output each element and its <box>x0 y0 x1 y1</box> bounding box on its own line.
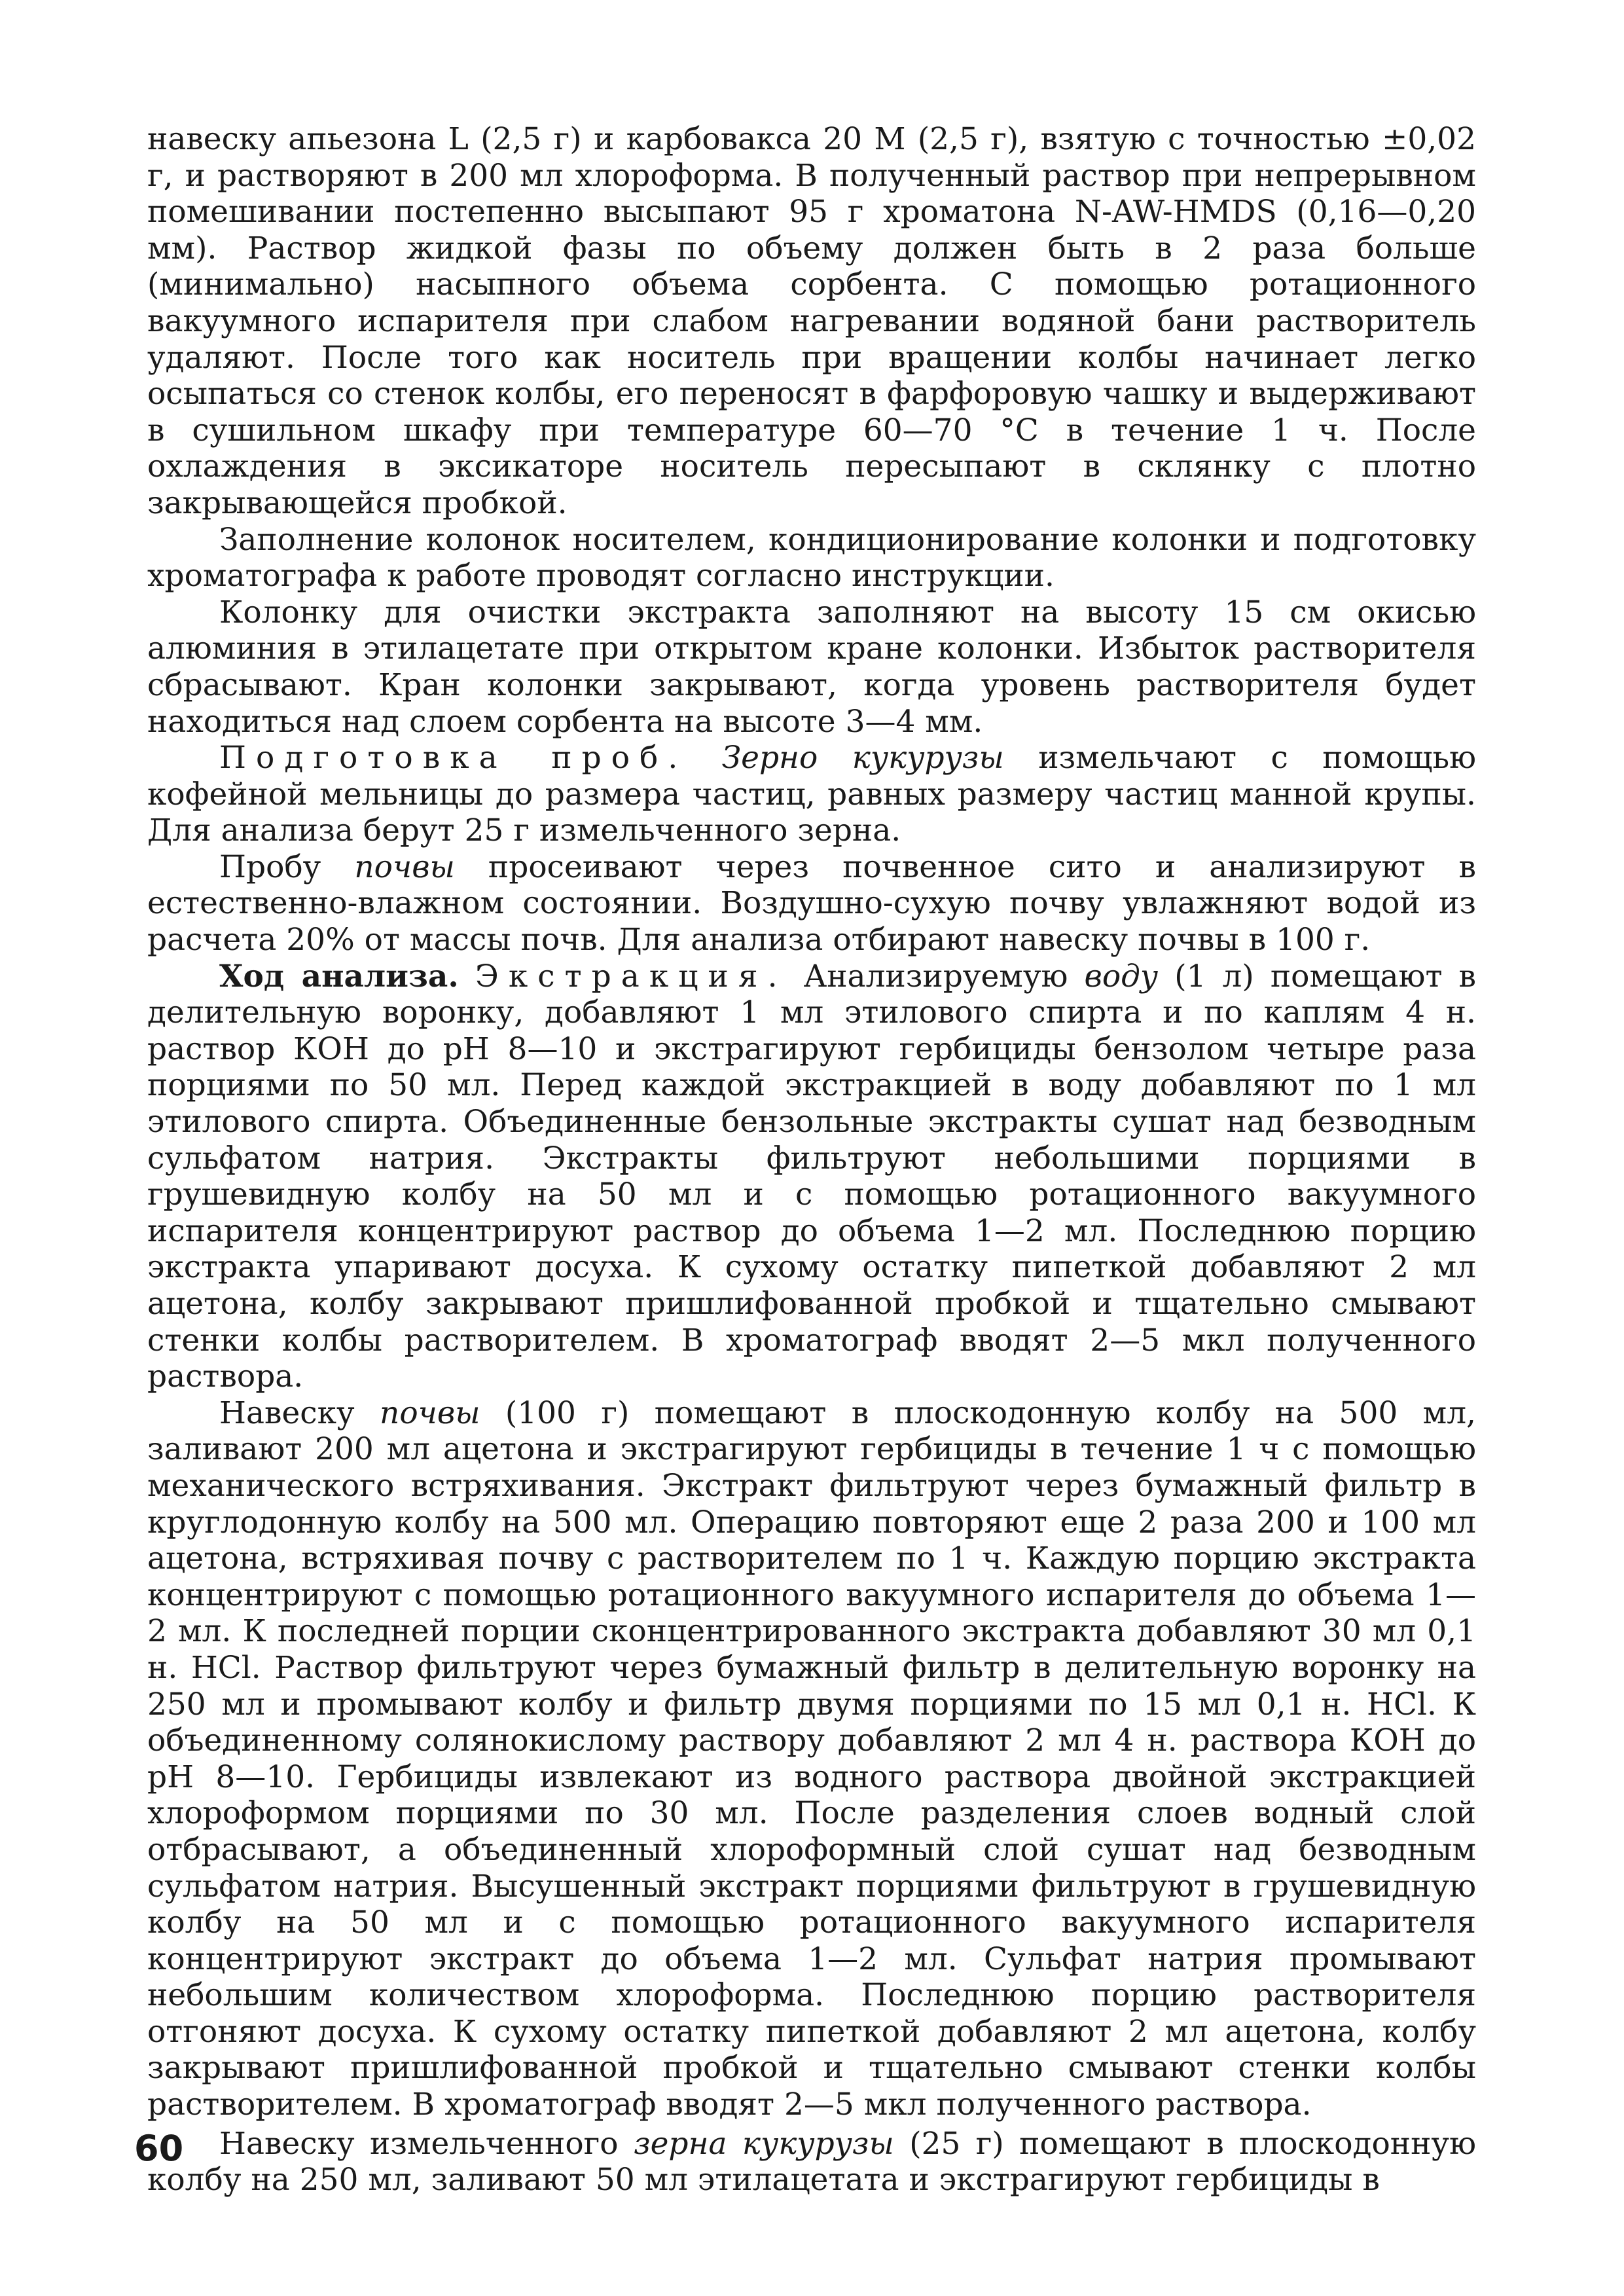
paragraph-lead: Навеску измельченного <box>219 2125 634 2162</box>
paragraph-lead: Пробу <box>219 848 355 885</box>
body-text <box>147 121 1476 2198</box>
sample-subject-corn: зерна кукурузы <box>633 2125 894 2162</box>
paragraph-analysis-corn <box>147 2126 1476 2198</box>
page-number: 60 <box>134 2128 184 2169</box>
paragraph-text: измельчают с помощью кофейной мельницы до размера частиц, равных размеру частиц манной крупы. Для анализа берут 25 г измельченного зерна. <box>147 740 1476 849</box>
section-heading-sample-preparation: Подготовка проб. <box>219 740 688 776</box>
section-heading-analysis: Ход анализа. <box>219 958 459 994</box>
sample-subject-corn: Зерно кукурузы <box>721 740 1004 776</box>
paragraph-lead: Навеску <box>219 1394 380 1431</box>
paragraph-text: (25 г) помещают в плоскодонную колбу на 250 мл, заливают 50 мл этилацетата и экстрагируют гербициды в <box>147 2125 1476 2198</box>
sample-subject-soil: почвы <box>380 1394 480 1431</box>
paragraph-sample-preparation <box>147 740 1476 849</box>
paragraph-cleanup-column: Колонку для очистки экстракта заполняют на высоту 15 см окисью алюминия в этилацетате при открытом кране колонки. Избыток растворителя сбрасывают. Кран колонки закрывают, когда уровень растворителя будет находиться над слоем сорбента на высоте 3—4 мм. <box>147 594 1476 740</box>
paragraph-soil-sample <box>147 849 1476 958</box>
paragraph-sorbent-preparation: навеску апьезона L (2,5 г) и карбовакса 20 М (2,5 г), взятую с точностью ±0,02 г, и растворяют в 200 мл хлороформа. В полученный раствор при непрерывном помешивании постепенно высыпают 95 г хроматона N-AW-HMDS (0,16—0,20 мм). Раствор жидкой фазы по объему должен быть в 2 раза больше (минимально) насыпного объема сорбента. С помощью ротационного вакуумного испарителя при слабом нагревании водяной бани растворитель удаляют. После того как носитель при вращении колбы начинает легко осыпаться со стенок колбы, его переносят в фарфоровую чашку и выдерживают в сушильном шкафу при температуре 60—70 °С в течение 1 ч. После охлаждения в эксикаторе носитель пересыпают в склянку с плотно закрывающейся пробкой. <box>147 121 1476 521</box>
paragraph-text: просеивают через почвенное сито и анализируют в естественно-влажном состоянии. Воздушно-сухую почву увлажняют водой из расчета 20% от массы почв. Для анализа отбирают навеску почвы в 100 г. <box>147 848 1476 958</box>
paragraph-lead: Анализируемую <box>787 958 1085 994</box>
paragraph-analysis-water <box>147 958 1476 1395</box>
paragraph-column-filling: Заполнение колонок носителем, кондиционирование колонки и подготовку хроматографа к работе проводят согласно инструкции. <box>147 521 1476 594</box>
paragraph-analysis-soil <box>147 1395 1476 2123</box>
sample-subject-water: воду <box>1084 958 1159 994</box>
paragraph-text: (100 г) помещают в плоскодонную колбу на 500 мл, заливают 200 мл ацетона и экстрагируют гербициды в течение 1 ч с помощью механического встряхивания. Экстракт фильтруют через бумажный фильтр в круглодонную колбу на 500 мл. Операцию повторяют еще 2 раза 200 и 100 мл ацетона, встряхивая почву с растворителем по 1 ч. Каждую порцию экстракта концентрируют с помощью ротационного вакуумного испарителя до объема 1—2 мл. К последней порции сконцентрированного экстракта добавляют 30 мл 0,1 н. HCl. Раствор фильтруют через бумажный фильтр в делительную воронку на 250 мл и промывают колбу и фильтр двумя порциями по 15 мл 0,1 н. HCl. К объединенному солянокислому раствору добавляют 2 мл 4 н. раствора КОН до pH 8—10. Гербициды извлекают из водного раствора двойной экстракцией хлороформом порциями по 30 мл. После разделения слоев водный слой отбрасывают, а объединенный хлороформный слой сушат над безводным сульфатом натрия. Высушенный экстракт порциями фильтруют в грушевидную колбу на 50 мл и с помощью ротационного вакуумного испарителя концентрируют экстракт до объема 1—2 мл. Сульфат натрия промывают небольшим количеством хлороформа. Последнюю порцию растворителя отгоняют досуха. К сухому остатку пипеткой добавляют 2 мл ацетона, колбу закрывают пришлифованной пробкой и тщательно смывают стенки колбы растворителем. В хроматограф вводят 2—5 мкл полученного раствора. <box>147 1394 1476 2123</box>
sample-subject-soil: почвы <box>354 848 455 885</box>
subsection-heading-extraction: Экстракция. <box>475 958 787 994</box>
paragraph-text: (1 л) помещают в делительную воронку, добавляют 1 мл этилового спирта и по каплям 4 н. раствор КОН до pH 8—10 и экстрагируют гербициды бензолом четыре раза порциями по 50 мл. Перед каждой экстракцией в воду добавляют по 1 мл этилового спирта. Объединенные бензольные экстракты сушат над безводным сульфатом натрия. Экстракты фильтруют небольшими порциями в грушевидную колбу на 50 мл и с помощью ротационного вакуумного испарителя концентрируют раствор до объема 1—2 мл. Последнюю порцию экстракта упаривают досуха. К сухому остатку пипеткой добавляют 2 мл ацетона, колбу закрывают пришлифованной пробкой и тщательно смывают стенки колбы растворителем. В хроматограф вводят 2—5 мкл полученного раствора. <box>147 958 1476 1395</box>
